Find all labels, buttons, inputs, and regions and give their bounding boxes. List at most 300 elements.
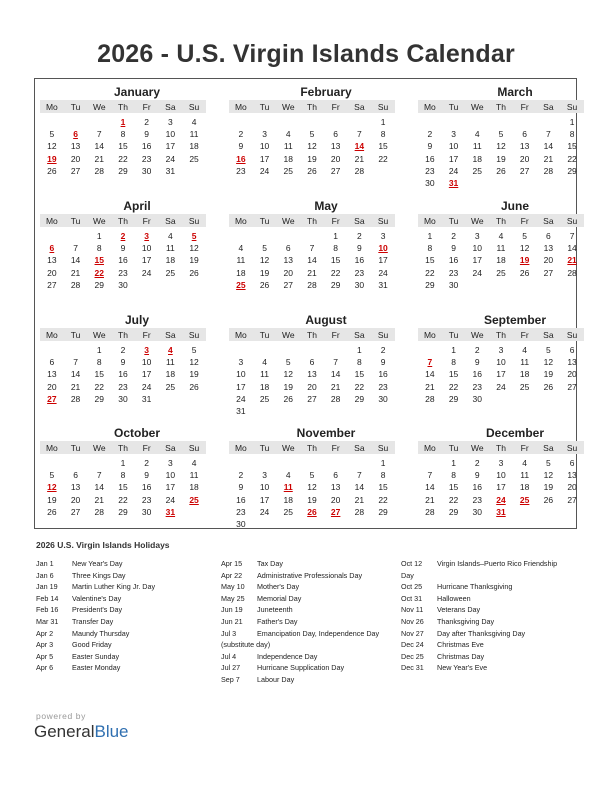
day-cell: 11 xyxy=(165,357,175,368)
day-cell: 17 xyxy=(165,482,176,493)
empty-day-cell xyxy=(253,344,277,356)
weekday-header: We xyxy=(92,329,106,340)
day-cell: 20 xyxy=(543,255,554,266)
day-cell: 14 xyxy=(70,255,81,266)
holiday-date: Feb 16 xyxy=(36,605,59,615)
holiday-entry xyxy=(221,639,406,651)
day-cell: 14 xyxy=(94,141,104,152)
empty-day-cell xyxy=(465,116,489,128)
weekday-header: Th xyxy=(496,442,506,453)
day-cell: 1 xyxy=(569,117,575,127)
day-cell: 1 xyxy=(380,117,386,127)
day-cell: 26 xyxy=(519,267,530,278)
day-cell: 25 xyxy=(165,267,176,278)
holiday-date: Mar 31 xyxy=(36,616,59,626)
holiday-day-cell: 27 xyxy=(330,506,341,517)
weekday-header: We xyxy=(470,215,484,226)
holiday-name: Hurricane Thanksgiving xyxy=(437,582,513,592)
day-cell: 15 xyxy=(567,141,577,152)
day-cell: 14 xyxy=(94,482,104,493)
day-cell: 29 xyxy=(94,279,104,290)
day-cell: 27 xyxy=(283,279,293,290)
day-cell: 20 xyxy=(330,494,341,505)
weekday-header: Th xyxy=(307,101,317,112)
day-cell: 6 xyxy=(73,470,78,481)
day-cell: 6 xyxy=(285,243,291,254)
holiday-day-cell: 26 xyxy=(307,506,317,517)
weekday-header: Tu xyxy=(70,442,81,453)
weekday-header: Fr xyxy=(520,442,529,453)
holiday-day-cell: 24 xyxy=(496,494,506,505)
day-cell: 1 xyxy=(451,345,456,355)
day-cell: 9 xyxy=(474,470,480,481)
day-cell: 17 xyxy=(496,369,506,380)
day-cell: 14 xyxy=(425,482,435,493)
day-cell: 26 xyxy=(259,279,270,290)
day-cell: 19 xyxy=(189,369,199,380)
day-cell: 24 xyxy=(236,393,246,404)
weekday-header: Sa xyxy=(543,329,554,340)
day-cell: 10 xyxy=(259,482,270,493)
day-cell: 8 xyxy=(120,129,126,140)
day-cell: 12 xyxy=(307,482,317,493)
weekday-header: Sa xyxy=(543,101,554,112)
day-cell: 24 xyxy=(165,153,176,164)
holiday-date: Apr 5 xyxy=(36,651,54,661)
holiday-name: Halloween xyxy=(437,593,471,603)
day-cell: 22 xyxy=(378,153,388,164)
weekday-header-row xyxy=(418,328,584,341)
weekday-header: Mo xyxy=(423,329,436,340)
empty-day-cell xyxy=(87,116,111,128)
day-cell: 28 xyxy=(94,165,104,176)
day-cell: 22 xyxy=(118,494,128,505)
empty-day-cell xyxy=(442,116,466,128)
weekday-header: Fr xyxy=(520,101,529,112)
holiday-day-cell: 27 xyxy=(47,393,57,404)
day-cell: 13 xyxy=(70,482,81,493)
day-cell: 11 xyxy=(520,357,530,368)
day-cell: 31 xyxy=(141,393,152,404)
day-cell: 20 xyxy=(519,153,530,164)
holiday-day-cell: 10 xyxy=(378,243,388,254)
holiday-day-cell: 25 xyxy=(236,279,246,290)
holiday-entry xyxy=(221,674,406,686)
day-cell: 22 xyxy=(330,267,341,278)
day-cell: 18 xyxy=(496,255,506,266)
day-cell: 7 xyxy=(96,470,102,481)
day-cell: 19 xyxy=(283,381,293,392)
day-cell: 13 xyxy=(330,141,341,152)
day-cell: 2 xyxy=(451,231,456,241)
day-cell: 1 xyxy=(451,458,456,468)
holiday-name: Mother's Day xyxy=(257,582,300,592)
day-cell: 29 xyxy=(330,279,341,290)
empty-day-cell xyxy=(253,116,277,128)
day-cell: 6 xyxy=(49,357,55,368)
weekday-header: Tu xyxy=(448,442,459,453)
holiday-entry xyxy=(221,593,406,605)
day-cell: 12 xyxy=(189,243,199,254)
day-cell: 7 xyxy=(427,470,433,481)
day-cell: 3 xyxy=(168,458,173,468)
day-cell: 29 xyxy=(118,165,128,176)
weekday-header: Sa xyxy=(165,215,176,226)
day-cell: 5 xyxy=(49,470,55,481)
day-cell: 5 xyxy=(546,458,551,468)
day-cell: 5 xyxy=(262,243,267,254)
day-cell: 28 xyxy=(425,393,435,404)
days-grid xyxy=(40,113,206,177)
holiday-day-cell: 31 xyxy=(448,177,459,188)
day-cell: 8 xyxy=(451,470,456,481)
day-cell: 20 xyxy=(70,153,81,164)
empty-day-cell xyxy=(418,457,442,469)
day-cell: 25 xyxy=(472,165,482,176)
month-may xyxy=(229,198,395,291)
day-cell: 10 xyxy=(472,243,482,254)
weekday-header: We xyxy=(92,215,106,226)
day-cell: 29 xyxy=(354,393,365,404)
day-cell: 1 xyxy=(357,345,362,355)
day-cell: 8 xyxy=(380,470,386,481)
holiday-entry xyxy=(401,616,586,628)
holiday-entry xyxy=(36,558,221,570)
day-cell: 30 xyxy=(354,279,365,290)
month-november xyxy=(229,425,395,530)
month-september xyxy=(418,312,584,405)
day-cell: 13 xyxy=(519,141,530,152)
holiday-name: President's Day xyxy=(72,605,123,615)
day-cell: 26 xyxy=(47,506,57,517)
day-cell: 26 xyxy=(307,165,317,176)
day-cell: 9 xyxy=(238,141,244,152)
day-cell: 2 xyxy=(357,231,362,241)
weekday-header-row xyxy=(40,100,206,113)
weekday-header: Su xyxy=(377,329,389,340)
day-cell: 13 xyxy=(330,482,341,493)
holiday-entry xyxy=(401,651,586,663)
days-grid xyxy=(40,454,206,518)
day-cell: 22 xyxy=(94,381,104,392)
day-cell: 18 xyxy=(165,255,176,266)
weekday-header: Fr xyxy=(142,329,151,340)
holiday-entry xyxy=(36,604,221,616)
day-cell: 4 xyxy=(285,470,291,481)
day-cell: 19 xyxy=(189,255,199,266)
holiday-day-cell: 12 xyxy=(47,482,57,493)
day-cell: 20 xyxy=(567,369,577,380)
day-cell: 8 xyxy=(427,243,433,254)
weekday-header: Mo xyxy=(234,329,247,340)
weekday-header: Su xyxy=(188,215,200,226)
day-cell: 25 xyxy=(496,267,506,278)
holiday-date: Apr 22 xyxy=(221,570,243,580)
weekday-header: Th xyxy=(307,215,317,226)
day-cell: 14 xyxy=(70,369,81,380)
holiday-date: Apr 15 xyxy=(221,559,243,568)
holiday-name: Hurricane Supplication Day xyxy=(257,663,345,673)
weekday-header: Mo xyxy=(45,215,58,226)
weekday-header: Tu xyxy=(259,215,270,226)
holiday-name: Veterans Day xyxy=(437,605,481,615)
weekday-header: Fr xyxy=(520,215,529,226)
day-cell: 16 xyxy=(378,369,388,380)
brand-name-general: General xyxy=(34,722,95,741)
day-cell: 9 xyxy=(144,129,150,140)
day-cell: 10 xyxy=(141,357,152,368)
page-title: 2026 - U.S. Virgin Islands Calendar xyxy=(97,40,515,68)
holiday-date: Apr 6 xyxy=(36,663,54,673)
holiday-date: Jun 19 xyxy=(221,605,243,615)
day-cell: 15 xyxy=(378,482,388,493)
day-cell: 11 xyxy=(236,255,246,266)
weekday-header-row xyxy=(418,214,584,227)
day-cell: 12 xyxy=(47,141,57,152)
day-cell: 13 xyxy=(307,369,317,380)
day-cell: 26 xyxy=(189,381,199,392)
weekday-header: We xyxy=(281,329,295,340)
holiday-date: Nov 11 xyxy=(401,605,424,615)
day-cell: 24 xyxy=(472,267,482,278)
day-cell: 3 xyxy=(474,231,480,241)
holiday-column-1 xyxy=(36,558,221,674)
day-cell: 28 xyxy=(307,279,317,290)
day-cell: 16 xyxy=(141,141,152,152)
day-cell: 12 xyxy=(259,255,270,266)
weekday-header: Su xyxy=(566,101,578,112)
day-cell: 23 xyxy=(354,267,365,278)
day-cell: 7 xyxy=(569,231,575,241)
day-cell: 11 xyxy=(189,470,199,481)
day-cell: 18 xyxy=(189,482,199,493)
empty-day-cell xyxy=(229,230,253,242)
holiday-date: Sep 7 xyxy=(221,674,240,684)
day-cell: 27 xyxy=(330,165,341,176)
holiday-entry xyxy=(36,581,221,593)
day-cell: 15 xyxy=(94,369,104,380)
weekday-header-row xyxy=(418,100,584,113)
holiday-entry xyxy=(401,662,586,674)
weekday-header-row xyxy=(229,441,395,454)
holiday-entry xyxy=(36,662,221,674)
weekday-header: Mo xyxy=(234,215,247,226)
holiday-name: Easter Monday xyxy=(72,663,121,673)
holiday-entry xyxy=(401,628,586,640)
empty-day-cell xyxy=(513,116,537,128)
day-cell: 23 xyxy=(472,381,482,392)
holiday-day-cell: 6 xyxy=(49,243,55,254)
holiday-entry xyxy=(221,581,406,593)
holiday-entry xyxy=(36,570,221,582)
day-cell: 11 xyxy=(260,369,269,380)
day-cell: 23 xyxy=(236,506,246,517)
day-cell: 24 xyxy=(378,267,388,278)
day-cell: 12 xyxy=(307,141,317,152)
day-cell: 12 xyxy=(519,243,530,254)
day-cell: 4 xyxy=(285,129,291,140)
empty-day-cell xyxy=(348,116,372,128)
day-cell: 22 xyxy=(448,381,459,392)
day-cell: 26 xyxy=(189,267,199,278)
day-cell: 23 xyxy=(472,494,482,505)
empty-day-cell xyxy=(324,457,348,469)
day-cell: 25 xyxy=(283,165,293,176)
holiday-name: Labour Day xyxy=(257,674,295,684)
day-cell: 3 xyxy=(262,129,267,140)
powered-by-text: powered by xyxy=(36,711,86,721)
holiday-name: Transfer Day xyxy=(72,616,114,626)
day-cell: 28 xyxy=(543,165,554,176)
day-cell: 24 xyxy=(448,165,459,176)
day-cell: 13 xyxy=(567,470,577,481)
day-cell: 4 xyxy=(238,243,244,254)
holiday-date: May 10 xyxy=(221,582,245,592)
day-cell: 15 xyxy=(425,255,435,266)
weekday-header: Sa xyxy=(354,442,365,453)
day-cell: 5 xyxy=(522,231,528,241)
day-cell: 22 xyxy=(378,494,388,505)
day-cell: 10 xyxy=(236,369,246,380)
day-cell: 8 xyxy=(357,357,362,368)
empty-day-cell xyxy=(253,457,277,469)
day-cell: 16 xyxy=(118,255,128,266)
holiday-day-cell: 31 xyxy=(496,506,506,517)
day-cell: 5 xyxy=(49,129,55,140)
empty-day-cell xyxy=(300,344,324,356)
day-cell: 5 xyxy=(309,470,315,481)
day-cell: 25 xyxy=(165,381,176,392)
holiday-date: Nov 26 xyxy=(401,616,424,626)
month-name: September xyxy=(483,313,547,327)
day-cell: 21 xyxy=(70,381,81,392)
day-cell: 30 xyxy=(141,165,152,176)
day-cell: 3 xyxy=(168,117,173,127)
day-cell: 23 xyxy=(236,165,246,176)
empty-day-cell xyxy=(40,457,64,469)
weekday-header-row xyxy=(229,100,395,113)
holiday-name: Valentine's Day xyxy=(72,593,122,603)
day-cell: 23 xyxy=(448,267,459,278)
holiday-day-cell: 6 xyxy=(73,129,78,140)
day-cell: 8 xyxy=(96,243,102,254)
empty-day-cell xyxy=(87,457,111,469)
day-cell: 21 xyxy=(425,381,435,392)
holiday-name: New Year's Eve xyxy=(437,663,488,673)
empty-day-cell xyxy=(40,116,64,128)
weekday-header: We xyxy=(281,215,295,226)
day-cell: 28 xyxy=(330,393,341,404)
day-cell: 16 xyxy=(425,153,435,164)
month-june xyxy=(418,198,584,291)
weekday-header: Th xyxy=(118,329,128,340)
empty-day-cell xyxy=(253,230,277,242)
weekday-header: Th xyxy=(307,442,317,453)
day-cell: 9 xyxy=(120,357,126,368)
day-cell: 19 xyxy=(259,267,270,278)
day-cell: 19 xyxy=(543,369,554,380)
day-cell: 16 xyxy=(448,255,459,266)
brand-logo[interactable] xyxy=(34,722,129,742)
day-cell: 20 xyxy=(567,482,577,493)
day-cell: 7 xyxy=(309,243,315,254)
weekday-header: Th xyxy=(496,329,506,340)
holiday-day-cell: 25 xyxy=(519,494,530,505)
day-cell: 27 xyxy=(519,165,530,176)
day-cell: 11 xyxy=(165,243,175,254)
day-cell: 22 xyxy=(448,494,459,505)
weekday-header: We xyxy=(92,442,106,453)
day-cell: 10 xyxy=(259,141,270,152)
holiday-day-cell: 16 xyxy=(236,153,246,164)
day-cell: 17 xyxy=(165,141,176,152)
day-cell: 5 xyxy=(309,129,315,140)
month-name: December xyxy=(485,426,545,440)
day-cell: 30 xyxy=(472,393,482,404)
day-cell: 2 xyxy=(144,458,150,468)
day-cell: 20 xyxy=(70,494,81,505)
holiday-date: May 25 xyxy=(221,593,245,603)
weekday-header: Tu xyxy=(259,329,270,340)
day-cell: 13 xyxy=(543,243,554,254)
day-cell: 19 xyxy=(543,482,554,493)
holiday-entry xyxy=(221,651,406,663)
day-cell: 21 xyxy=(354,153,365,164)
month-february xyxy=(229,84,395,177)
holiday-date: Dec 31 xyxy=(401,663,424,673)
empty-day-cell xyxy=(40,230,64,242)
day-cell: 14 xyxy=(354,482,365,493)
day-cell: 26 xyxy=(47,165,57,176)
days-grid xyxy=(40,227,206,291)
holiday-name: Martin Luther King Jr. Day xyxy=(72,582,156,592)
day-cell: 10 xyxy=(496,470,506,481)
month-name: November xyxy=(296,426,356,440)
day-cell: 9 xyxy=(451,243,456,254)
month-january xyxy=(40,84,206,177)
empty-day-cell xyxy=(229,344,253,356)
day-cell: 9 xyxy=(380,357,386,368)
weekday-header: Su xyxy=(566,442,578,453)
weekday-header: Fr xyxy=(331,215,340,226)
holidays-list-title: 2026 U.S. Virgin Islands Holidays xyxy=(36,540,170,550)
holiday-date: Apr 2 xyxy=(36,628,54,638)
day-cell: 31 xyxy=(236,405,246,416)
days-grid xyxy=(229,113,395,177)
day-cell: 12 xyxy=(283,369,293,380)
day-cell: 26 xyxy=(543,381,554,392)
day-cell: 13 xyxy=(70,141,81,152)
weekday-header: Sa xyxy=(165,329,176,340)
day-cell: 23 xyxy=(378,381,388,392)
day-cell: 11 xyxy=(496,243,506,254)
weekday-header: Su xyxy=(188,329,200,340)
day-cell: 18 xyxy=(283,153,293,164)
holiday-name: Thanksgiving Day xyxy=(437,616,495,626)
empty-day-cell xyxy=(276,116,300,128)
holiday-day-cell: 19 xyxy=(47,153,57,164)
weekday-header: Th xyxy=(118,215,128,226)
day-cell: 22 xyxy=(425,267,435,278)
holiday-date: Jan 6 xyxy=(36,570,54,580)
empty-day-cell xyxy=(276,230,300,242)
month-august xyxy=(229,312,395,417)
day-cell: 23 xyxy=(425,165,435,176)
day-cell: 4 xyxy=(522,458,528,468)
day-cell: 19 xyxy=(307,494,317,505)
weekday-header: Tu xyxy=(70,101,81,112)
day-cell: 5 xyxy=(546,345,551,355)
